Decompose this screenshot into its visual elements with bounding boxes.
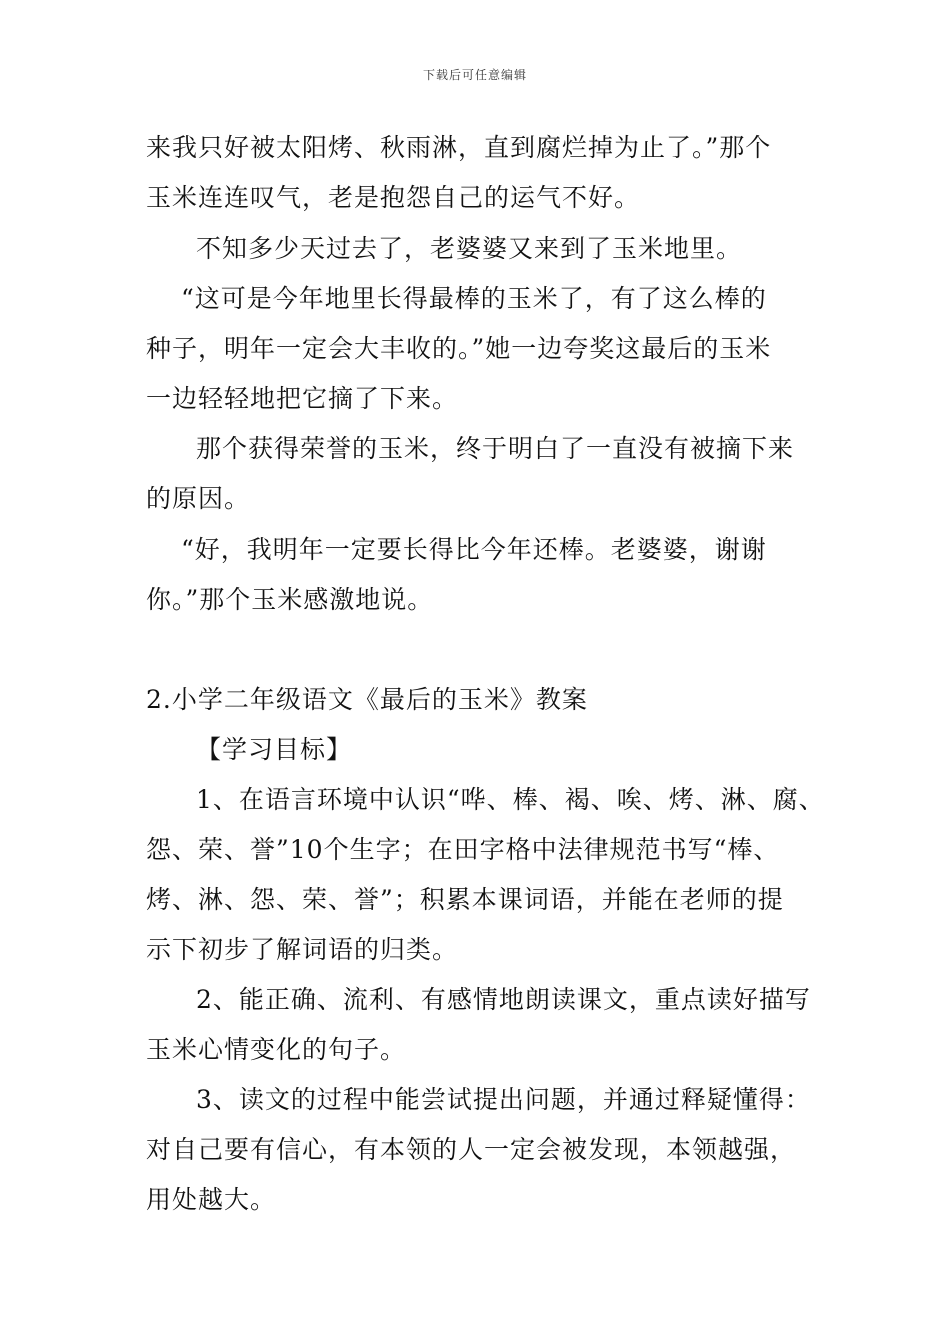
section-heading: 2.小学二年级语文《最后的玉米》教案 [146, 685, 588, 714]
objective-line: 2、能正确、流利、有感情地朗读课文，重点读好描写 [196, 985, 811, 1014]
section-subheading: 【学习目标】 [196, 735, 353, 764]
story-line: 不知多少天过去了，老婆婆又来到了玉米地里。 [196, 234, 743, 263]
story-line: 你。”那个玉米感激地说。 [146, 585, 434, 614]
story-line: 玉米连连叹气，老是抱怨自己的运气不好。 [146, 183, 641, 212]
objective-line: 怨、荣、誉”10个生字；在田字格中法律规范书写“棒、 [146, 835, 780, 864]
objective-line: 烤、淋、怨、荣、誉”；积累本课词语，并能在老师的提 [146, 885, 784, 914]
objective-line: 用处越大。 [146, 1185, 277, 1214]
objective-line: 示下初步了解词语的归类。 [146, 935, 459, 964]
story-line: 一边轻轻地把它摘了下来。 [146, 384, 459, 413]
objective-line: 对自己要有信心，有本领的人一定会被发现，本领越强， [146, 1135, 797, 1164]
page-header: 下载后可任意编辑 [422, 68, 527, 82]
story-line: 那个获得荣誉的玉米，终于明白了一直没有被摘下来 [196, 434, 795, 463]
objective-line: 玉米心情变化的句子。 [146, 1035, 407, 1064]
objective-line: 1、在语言环境中认识“哗、棒、褐、唉、烤、淋、腐、 [196, 785, 825, 814]
story-line: “好，我明年一定要长得比今年还棒。老婆婆，谢谢 [181, 535, 767, 564]
story-line: “这可是今年地里长得最棒的玉米了，有了这么棒的 [181, 284, 767, 313]
story-line: 的原因。 [146, 484, 251, 513]
story-line: 种子，明年一定会大丰收的。”她一边夸奖这最后的玉米 [146, 334, 772, 363]
story-line: 来我只好被太阳烤、秋雨淋，直到腐烂掉为止了。”那个 [146, 133, 772, 162]
objective-line: 3、读文的过程中能尝试提出问题，并通过释疑懂得： [196, 1085, 811, 1114]
